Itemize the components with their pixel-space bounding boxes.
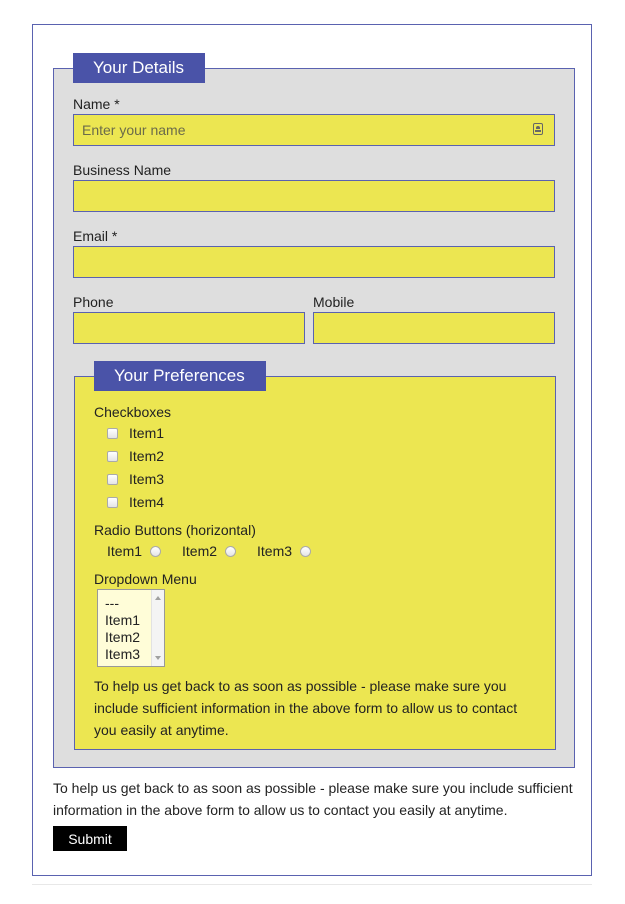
your-preferences-legend: Your Preferences [94,361,266,391]
checkbox-item[interactable] [107,424,164,442]
name-label: Name * [73,96,120,112]
dropdown-option[interactable]: Item3 [105,646,141,662]
your-details-legend: Your Details [73,53,205,83]
email-label: Email * [73,228,118,244]
checkbox-label: Item4 [129,494,165,510]
dropdown-option[interactable]: --- [105,595,119,611]
checkbox-item[interactable] [107,447,164,465]
radio-label: Item3 [257,543,293,559]
radio-item[interactable] [257,543,311,559]
radio-label: Item1 [107,543,143,559]
checkbox-item4[interactable] [107,497,118,508]
checkbox-item[interactable] [107,493,164,511]
checkbox-label: Item2 [129,448,165,464]
radio-item[interactable] [107,543,161,559]
dropdown-menu-label: Dropdown Menu [94,571,197,587]
checkbox-item2[interactable] [107,451,118,462]
preferences-note: To help us get back to as soon as possible - please make sure you include sufficient information in the above form to allow us to contact you easily at anytime. [94,678,518,738]
your-preferences-fieldset [74,366,556,750]
scroll-down-arrow-icon[interactable] [155,656,161,660]
business-name-input[interactable] [73,180,555,212]
checkboxes-label: Checkboxes [94,404,172,420]
name-input[interactable] [73,114,555,146]
name-field-wrapper [73,114,555,146]
scroll-up-arrow-icon[interactable] [155,596,161,600]
radio-group [107,542,332,560]
dropdown-option[interactable]: Item1 [105,612,141,628]
submit-button[interactable]: Submit [53,826,127,851]
email-input[interactable] [73,246,555,278]
radio-item3[interactable] [300,546,311,557]
mobile-input[interactable] [313,312,555,344]
checkbox-label: Item3 [129,471,165,487]
radio-item1[interactable] [150,546,161,557]
checkbox-item[interactable] [107,470,164,488]
dropdown-listbox[interactable] [97,589,165,667]
radio-label: Item2 [182,543,218,559]
phone-label: Phone [73,294,114,310]
radio-item[interactable] [182,543,236,559]
page-divider [32,884,592,885]
business-name-label: Business Name [73,162,172,178]
form-container [32,24,592,876]
checkbox-item1[interactable] [107,428,118,439]
checkbox-label: Item1 [129,425,165,441]
contact-card-icon[interactable] [533,123,543,135]
radio-buttons-label: Radio Buttons (horizontal) [94,522,256,538]
radio-item2[interactable] [225,546,236,557]
dropdown-option[interactable]: Item2 [105,629,141,645]
phone-input[interactable] [73,312,305,344]
listbox-scrollbar[interactable] [151,590,164,666]
checkbox-item3[interactable] [107,474,118,485]
mobile-label: Mobile [313,294,355,310]
footer-note: To help us get back to as soon as possible - please make sure you include sufficient information in the above form to allow us to contact you easily at anytime. [53,780,573,818]
your-details-fieldset [53,58,575,768]
